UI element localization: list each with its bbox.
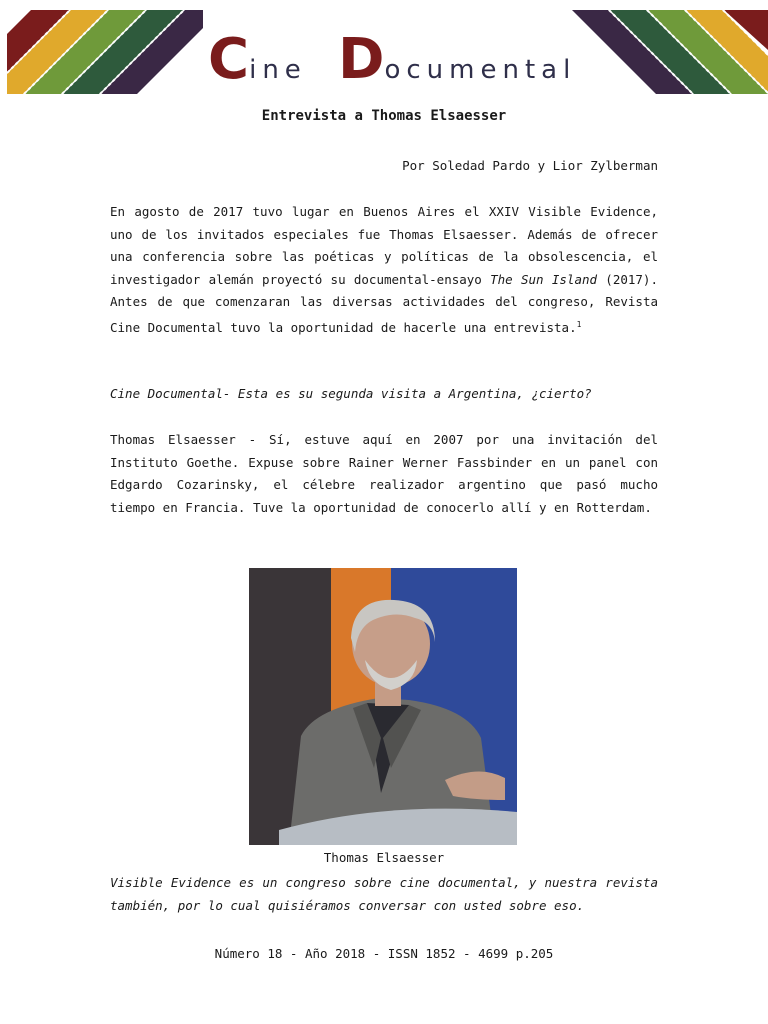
film-title: The Sun Island [490,271,598,287]
interview-question-2: Visible Evidence es un congreso sobre cine documental, y nuestra revista también, por lo cual quisiéramos conversar con usted sobre eso. [110,875,658,913]
logo-letter-d: D [338,27,385,92]
interview-answer-1: Thomas Elsaesser - Sí, estuve aquí en 2007 por una invitación del Instituto Goethe. Expuse sobre Rainer Werner Fassbinder en un panel con Edgardo Cozarinsky, el célebre realizador argentino que pasó mucho tiempo en Francia. Tuve la oportunidad de conocerlo allí y en Rotterdam. [110,432,658,515]
page-footer: Número 18 - Año 2018 - ISSN 1852 - 4699 p.205 [214,946,554,961]
portrait-photo [249,568,517,845]
logo-word-documental [338,27,577,100]
logo-text-ine: ine [249,55,307,85]
logo-word-cine [208,27,307,100]
journal-logo [200,27,580,92]
intro-text-a: En agosto de 2017 tuvo lugar en Buenos Aires el XXIV Visible Evidence, uno de los invitados especiales fue Thomas Elsaesser. Además de ofrecer una conferencia sobre las poéticas y políticas de la obsolescencia, el investigador alemán proyectó su documental-ensayo [110,204,658,287]
intro-paragraph [110,201,658,340]
interview-question-1: Cine Documental- Esta es su segunda visita a Argentina, ¿cierto? [110,386,592,401]
left-stripe-banner [7,10,203,94]
logo-letter-c: C [208,27,250,92]
footnote-ref[interactable]: 1 [576,319,582,329]
logo-text-ocumental: ocumental [384,55,577,85]
photo-caption: Thomas Elsaesser [323,850,445,865]
intro-text-b: (2017). Antes de que comenzaran las diversas actividades del congreso, Revista Cine Documental tuvo la oportunidad de hacerle una entrevista. [110,271,658,336]
article-byline: Por Soledad Pardo y Lior Zylberman [402,158,658,173]
right-stripe-banner [572,10,768,94]
page-header [0,0,768,100]
article-title: Entrevista a Thomas Elsaesser [261,108,507,124]
